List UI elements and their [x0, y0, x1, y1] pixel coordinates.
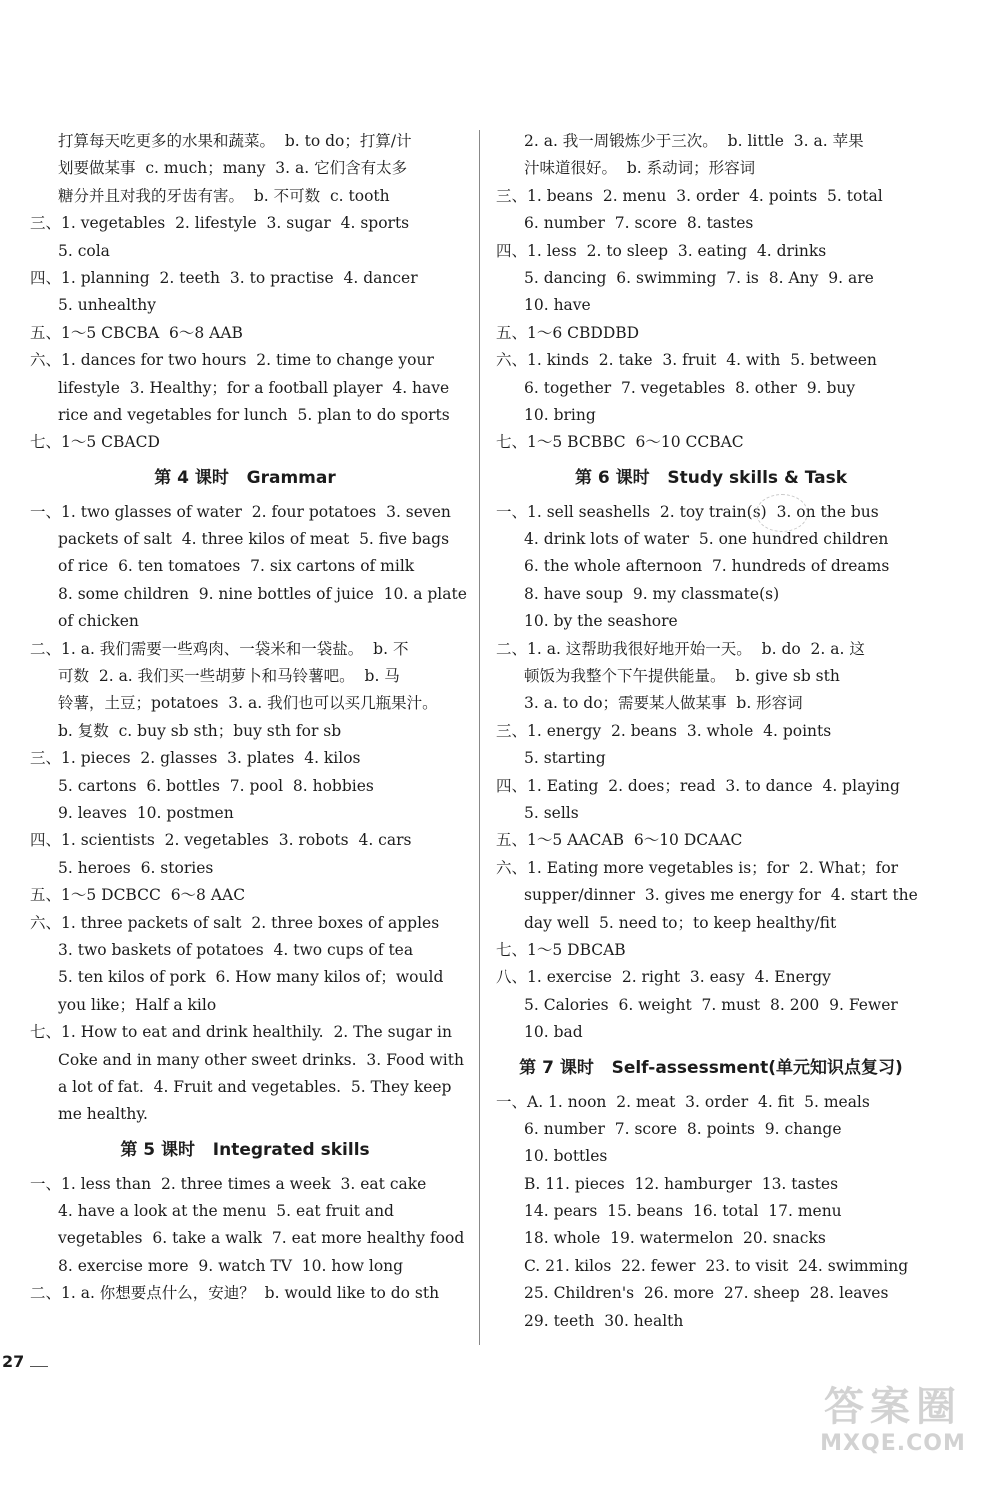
answer-line: 六、1. three packets of salt 2. three boxes of apples [30, 913, 440, 932]
answer-line: 6. number 7. score 8. points 9. change [524, 1119, 842, 1138]
answer-line: 5. unhealthy [58, 296, 157, 315]
answer-line: 打算每天吃更多的水果和蔬菜。 b. to do；打算/计 [58, 132, 412, 150]
answer-line: 5. cartons 6. bottles 7. pool 8. hobbies [58, 776, 374, 795]
answer-line: 14. pears 15. beans 16. total 17. menu [524, 1202, 842, 1221]
answer-line: of rice 6. ten tomatoes 7. six cartons of milk [58, 557, 415, 576]
answer-line: 5. Calories 6. weight 7. must 8. 200 9. Fewer [524, 995, 898, 1014]
answer-line: 10. by the seashore [524, 612, 678, 631]
answer-line: 6. number 7. score 8. tastes [524, 214, 754, 233]
answer-line: 三、1. pieces 2. glasses 3. plates 4. kilos [30, 749, 361, 768]
answer-line: 3. a. to do；需要某人做某事 b. 形容词 [524, 694, 803, 713]
answer-line: 六、1. Eating more vegetables is；for 2. What；for [496, 858, 899, 877]
answer-line: 2. a. 我一周锻炼少于三次。 b. little 3. a. 苹果 [524, 132, 864, 150]
answer-line: 五、1～5 CBCBA 6～8 AAB [30, 323, 243, 342]
answer-line: 三、1. vegetables 2. lifestyle 3. sugar 4. sports [30, 214, 410, 233]
answer-line: 顿饭为我整个下午提供能量。 b. give sb sth [524, 667, 840, 686]
answer-line: 七、1～5 CBACD [30, 433, 160, 452]
answer-line: 五、1～5 AACAB 6～10 DCAAC [496, 831, 743, 850]
answer-line: 六、1. dances for two hours 2. time to change your [30, 351, 434, 370]
answer-line: 二、1. a. 我们需要一些鸡肉、一袋米和一袋盐。 b. 不 [30, 639, 409, 658]
answer-line: 五、1～5 DCBCC 6～8 AAC [30, 886, 246, 905]
watermark-logo-text: 答案圈 [824, 1384, 962, 1430]
answer-line: day well 5. need to；to keep healthy/fit [524, 913, 837, 932]
answer-line: 四、1. less 2. to sleep 3. eating 4. drinks [496, 241, 827, 260]
answer-line: packets of salt 4. three kilos of meat 5. five bags [58, 530, 450, 549]
section-heading: 第 6 课时 Study skills & Task [574, 467, 848, 488]
answer-line: 4. have a look at the menu 5. eat fruit and [58, 1202, 394, 1221]
answer-line: you like；Half a kilo [58, 995, 217, 1014]
answer-line: 5. heroes 6. stories [58, 858, 214, 877]
answer-line: 6. the whole afternoon 7. hundreds of dreams [524, 557, 890, 576]
stamp-mark [756, 494, 808, 532]
answer-line: supper/dinner 3. gives me energy for 4. start the [524, 886, 918, 905]
answer-line: 二、1. a. 你想要点什么，安迪？ b. would like to do sth [30, 1284, 440, 1303]
answer-line: 9. leaves 10. postmen [58, 803, 234, 822]
answer-line: 5. dancing 6. swimming 7. is 8. Any 9. are [524, 268, 874, 287]
answer-line: rice and vegetables for lunch 5. plan to do sports [58, 405, 450, 424]
answer-line: 3. two baskets of potatoes 4. two cups of tea [58, 940, 414, 959]
answer-line: 10. bring [524, 405, 596, 424]
answer-line: C. 21. kilos 22. fewer 23. to visit 24. swimming [524, 1256, 909, 1275]
answer-line: 10. bottles [524, 1147, 608, 1166]
answer-line: 七、1～5 BCBBC 6～10 CCBAC [496, 433, 744, 452]
page-number: 27 [2, 1352, 25, 1371]
answer-line: Coke and in many other sweet drinks. 3. Food with [58, 1050, 464, 1069]
answer-line: 五、1～6 CBDDBD [496, 323, 640, 342]
section-heading: 第 4 课时 Grammar [154, 467, 336, 488]
answer-line: 七、1～5 DBCAB [496, 940, 626, 959]
left-column [30, 128, 467, 1308]
answer-line: 5. starting [524, 749, 606, 768]
answer-line: 5. ten kilos of pork 6. How many kilos of；would [58, 968, 444, 987]
answer-line: 可数 2. a. 我们买一些胡萝卜和马铃薯吧。 b. 马 [58, 667, 400, 686]
answer-line: 一、1. sell seashells 2. toy train(s) 3. on the bus [496, 502, 879, 521]
section-heading: 第 7 课时 Self-assessment(单元知识点复习) [519, 1057, 903, 1078]
answer-line: 6. together 7. vegetables 8. other 9. buy [524, 378, 856, 397]
answer-line: 10. have [524, 296, 591, 315]
answer-line: B. 11. pieces 12. hamburger 13. tastes [524, 1174, 839, 1193]
watermark-site-text: MXQE.COM [820, 1431, 966, 1456]
answer-line: 六、1. kinds 2. take 3. fruit 4. with 5. between [496, 351, 877, 370]
answer-line: 四、1. planning 2. teeth 3. to practise 4. dancer [30, 268, 418, 287]
column-divider [479, 130, 480, 1345]
answer-line: 5. cola [58, 241, 110, 260]
answer-line: 四、1. scientists 2. vegetables 3. robots 4. cars [30, 831, 412, 850]
answer-line: vegetables 6. take a walk 7. eat more healthy food [58, 1229, 465, 1248]
answer-line: a lot of fat. 4. Fruit and vegetables. 5. They keep [58, 1077, 452, 1096]
answer-line: 8. exercise more 9. watch TV 10. how long [58, 1256, 404, 1275]
answer-line: me healthy. [58, 1105, 148, 1124]
answer-line: 铃薯，土豆；potatoes 3. a. 我们也可以买几瓶果汁。 [58, 694, 438, 713]
watermark-logo [808, 1383, 978, 1473]
answer-line: 二、1. a. 这帮助我很好地开始一天。 b. do 2. a. 这 [496, 639, 865, 658]
answer-line: of chicken [58, 612, 139, 631]
answer-line: 一、1. less than 2. three times a week 3. eat cake [30, 1174, 427, 1193]
answer-line: 汁味道很好。 b. 系动词；形容词 [524, 159, 756, 178]
answer-line: 18. whole 19. watermelon 20. snacks [524, 1229, 826, 1248]
answer-line: 4. drink lots of water 5. one hundred children [524, 530, 889, 549]
page-number-dash [30, 1366, 48, 1367]
answer-line: 10. bad [524, 1023, 583, 1042]
right-column [496, 128, 926, 1335]
answer-line: b. 复数 c. buy sb sth；buy sth for sb [58, 721, 342, 740]
answer-line: 七、1. How to eat and drink healthily. 2. The sugar in [30, 1023, 452, 1042]
answer-line: 八、1. exercise 2. right 3. easy 4. Energy [496, 968, 831, 987]
answer-line: lifestyle 3. Healthy；for a football player 4. have [58, 378, 450, 397]
answer-line: 25. Children's 26. more 27. sheep 28. leaves [524, 1284, 889, 1303]
answer-line: 糖分并且对我的牙齿有害。 b. 不可数 c. tooth [58, 186, 390, 205]
answer-line: 5. sells [524, 803, 579, 822]
answer-line: 一、1. two glasses of water 2. four potatoes 3. seven [30, 502, 451, 521]
answer-line: 三、1. energy 2. beans 3. whole 4. points [496, 721, 832, 740]
answer-line: 8. some children 9. nine bottles of juice 10. a plate [58, 584, 467, 603]
answer-line: 四、1. Eating 2. does；read 3. to dance 4. playing [496, 776, 900, 795]
answer-line: 29. teeth 30. health [524, 1311, 684, 1330]
answer-line: 一、A. 1. noon 2. meat 3. order 4. fit 5. meals [496, 1092, 870, 1111]
section-heading: 第 5 课时 Integrated skills [120, 1139, 370, 1160]
answer-line: 8. have soup 9. my classmate(s) [524, 584, 780, 603]
answer-line: 三、1. beans 2. menu 3. order 4. points 5. total [496, 186, 883, 205]
answer-line: 划要做某事 c. much；many 3. a. 它们含有太多 [58, 159, 408, 178]
